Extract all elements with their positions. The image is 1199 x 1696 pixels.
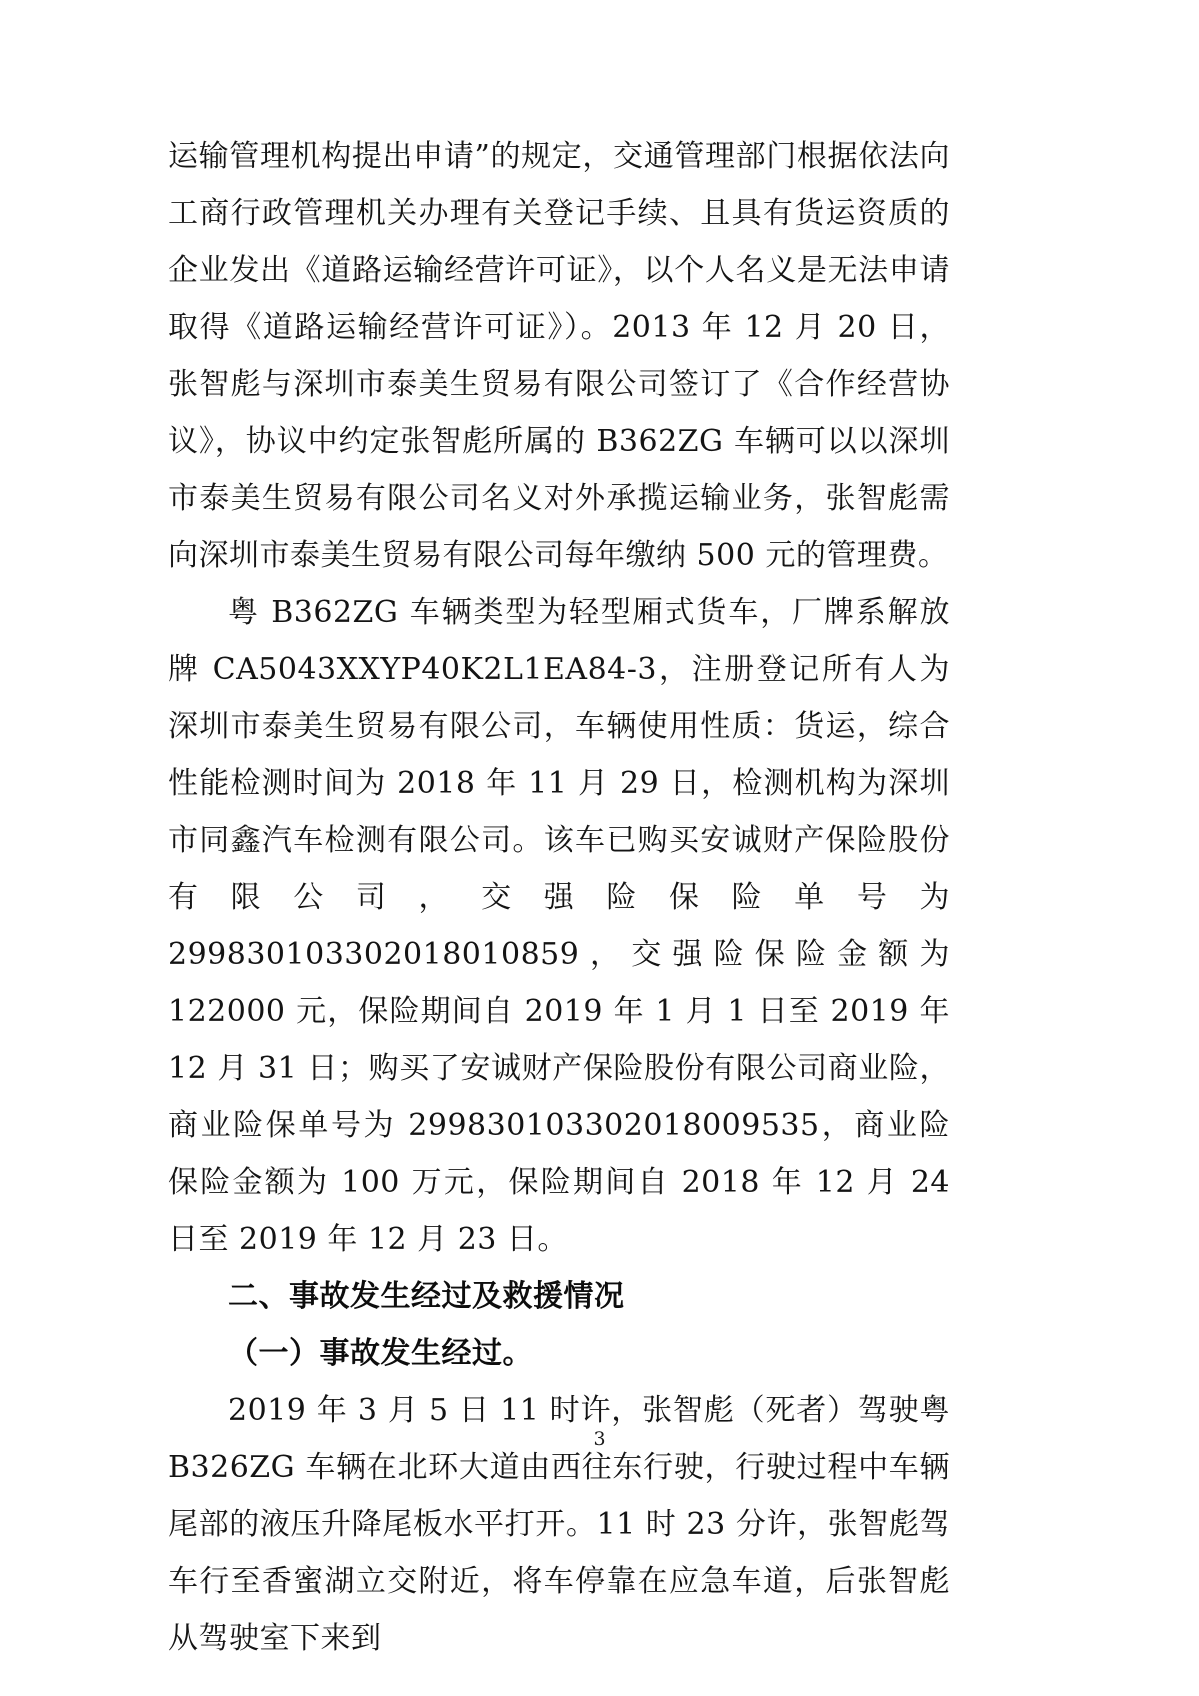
paragraph: 粤 B362ZG 车辆类型为轻型厢式货车，厂牌系解放牌 CA5043XXYP40K2L1EA84-3，注册登记所有人为深圳市泰美生贸易有限公司，车辆使用性质：货运，综合性能检测时间为 2018 年 11 月 29 日，检测机构为深圳市同鑫汽车检测有限公司。该车已购买安诚财产保险股份有限公司，交强险保险单号为 299830103302018010859，交强险保险金额为 122000 元，保险期间自 2019 年 1 月 1 日至 2019 年 12 月 31 日；购买了安诚财产保险股份有限公司商业险，商业险保单号为 299830103302018009535，商业险保险金额为 100 万元，保险期间自 2018 年 12 月 24 日至 2019 年 12 月 23 日。	[168, 595, 950, 1257]
paragraph: 运输管理机构提出申请”的规定，交通管理部门根据依法向工商行政管理机关办理有关登记手续、且具有货运资质的企业发出《道路运输经营许可证》，以个人名义是无法申请取得《道路运输经营许可证》）。2013 年 12 月 20 日，张智彪与深圳市泰美生贸易有限公司签订了《合作经营协议》，协议中约定张智彪所属的 B362ZG 车辆可以以深圳市泰美生贸易有限公司名义对外承揽运输业务，张智彪需向深圳市泰美生贸易有限公司每年缴纳 500 元的管理费。	[168, 139, 950, 573]
page-number: 3	[593, 1428, 606, 1450]
paragraph: 2019 年 3 月 5 日 11 时许，张智彪（死者）驾驶粤 B326ZG 车辆在北环大道由西往东行驶，行驶过程中车辆尾部的液压升降尾板水平打开。11 时 23 分许，张智彪驾车行至香蜜湖立交附近，将车停靠在应急车道，后张智彪从驾驶室下来到	[168, 1393, 950, 1656]
section-heading: 二、事故发生经过及救援情况	[228, 1279, 625, 1314]
subsection-heading: （一）事故发生经过。	[228, 1336, 533, 1371]
